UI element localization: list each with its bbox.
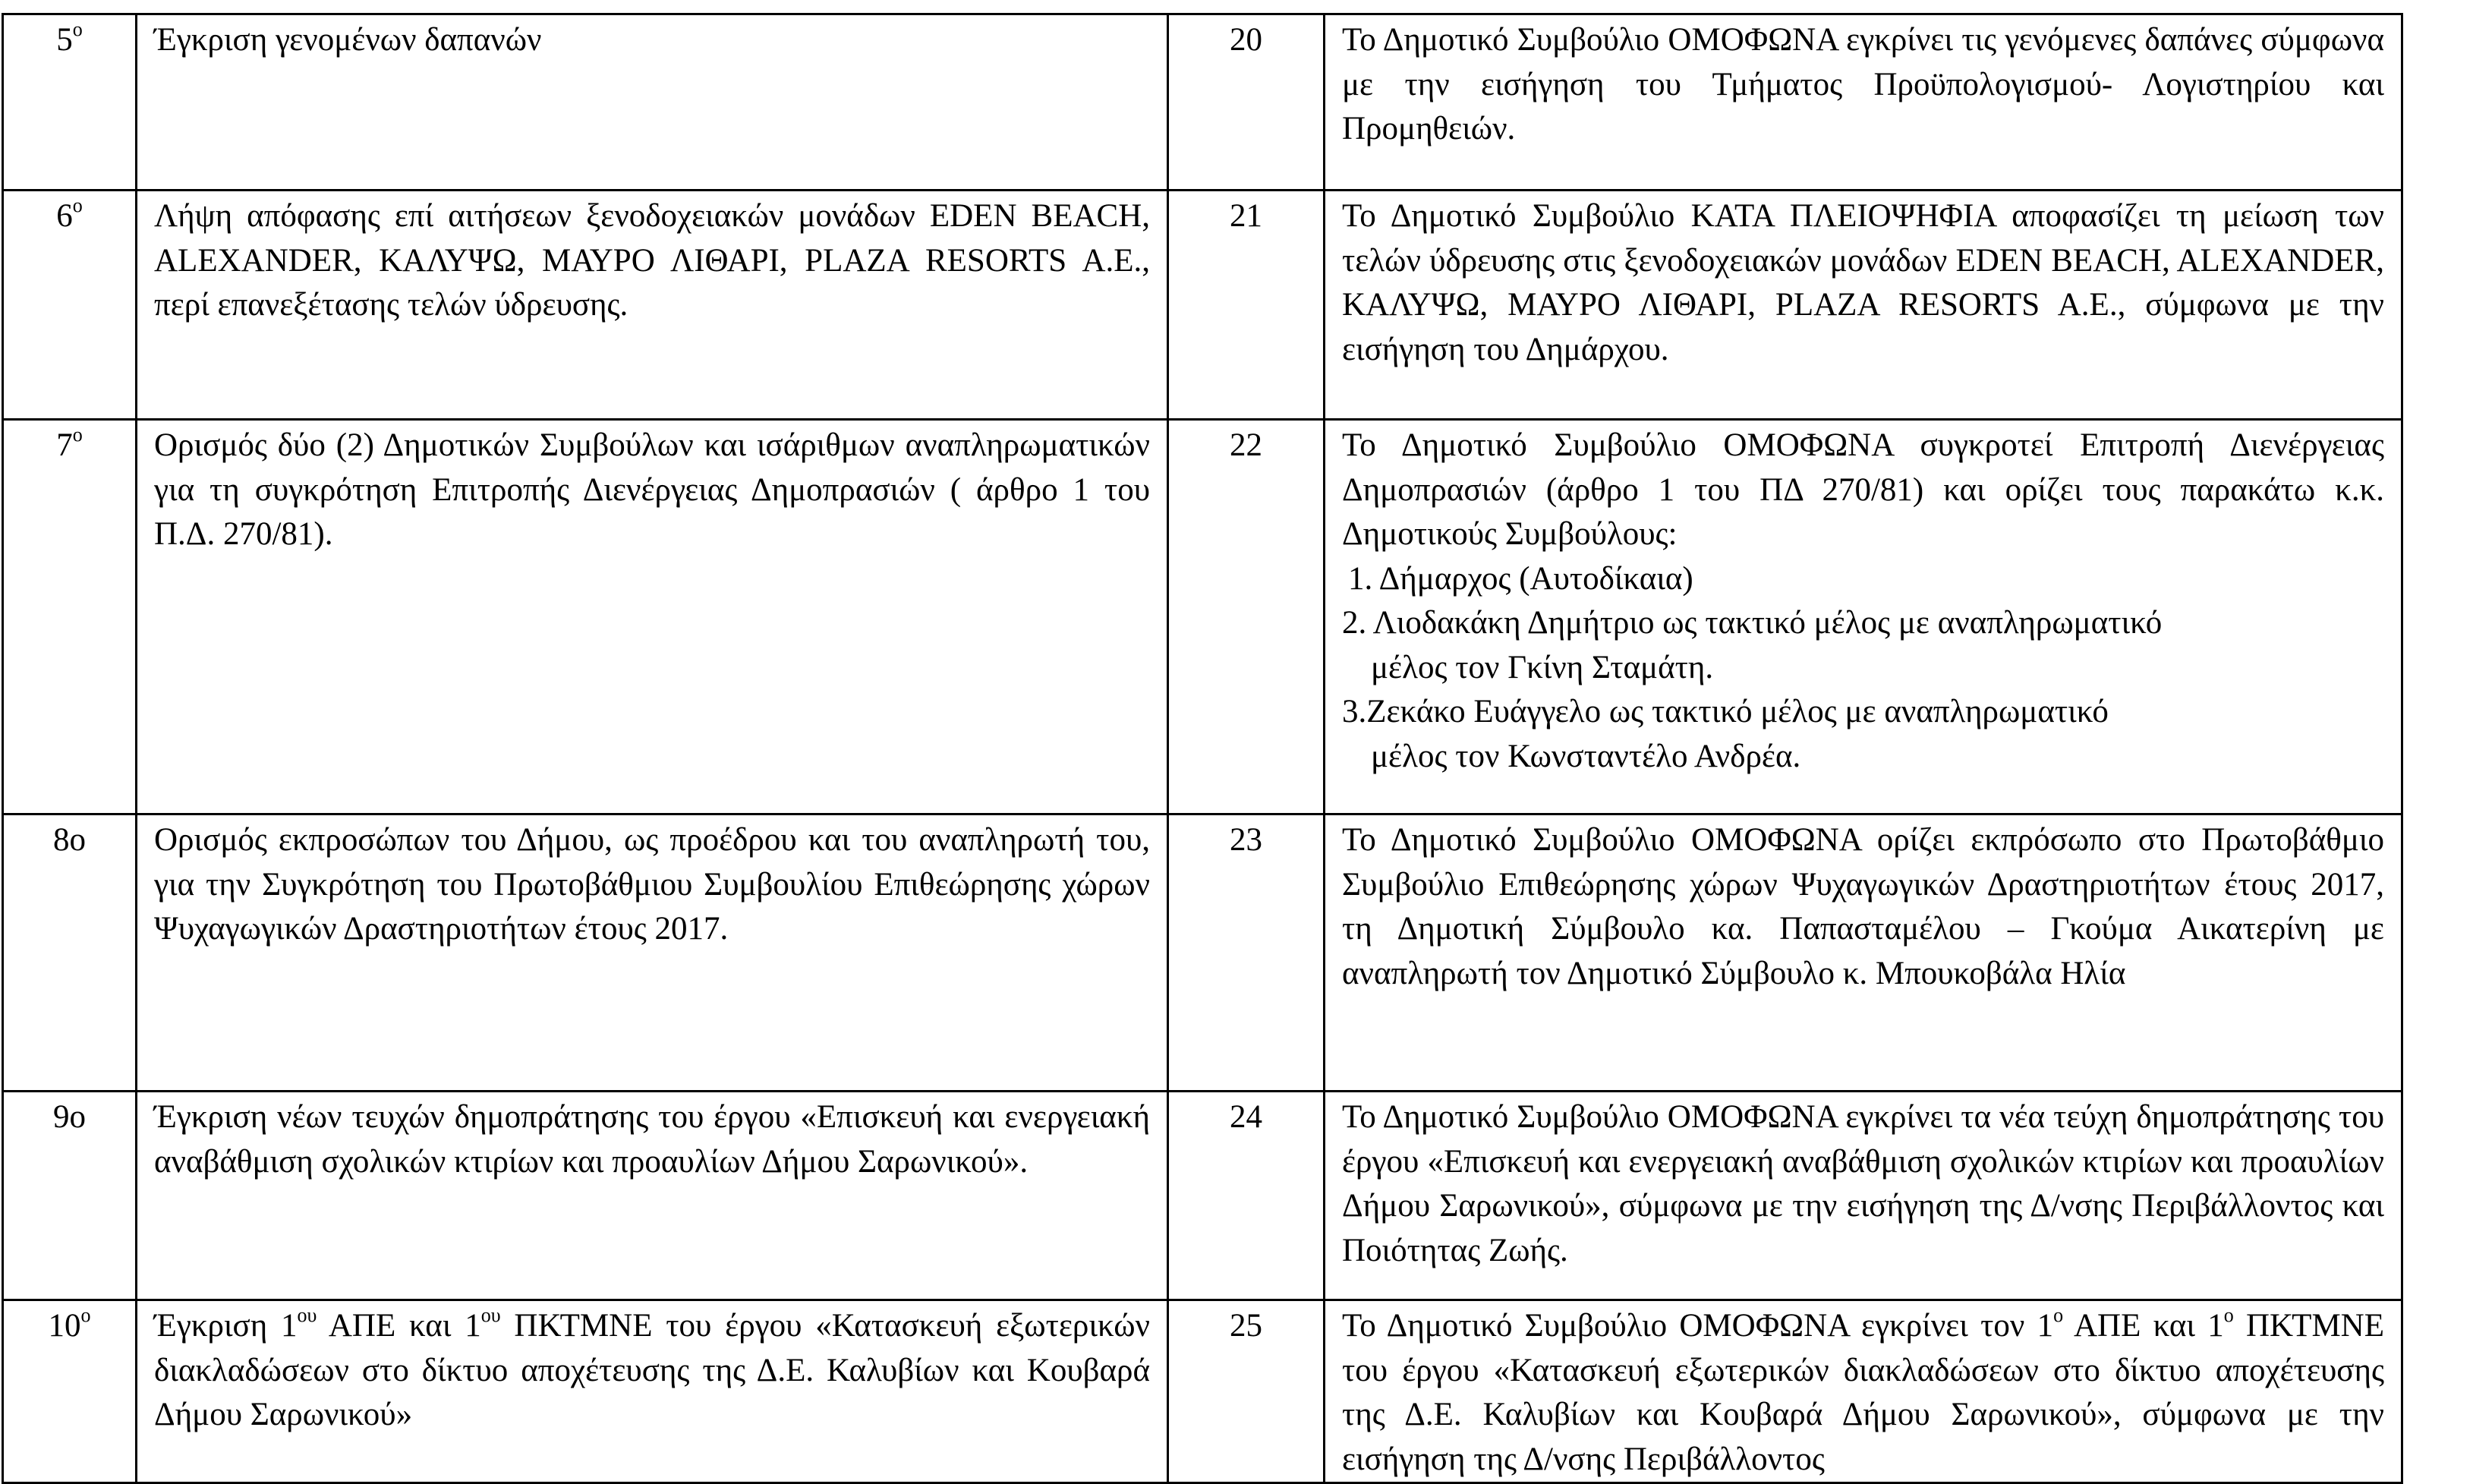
decision-text-part: ΑΠΕ και 1: [2063, 1308, 2224, 1344]
member-list: [1342, 557, 2384, 780]
member-list-item-text: 2. Λιοδακάκη Δημήτριο ως τακτικό μέλος με αναπληρωματικό: [1342, 605, 2163, 641]
subject-text-part: ΑΠΕ και 1: [317, 1308, 481, 1344]
subject-cell: [137, 14, 1168, 191]
decision-cell: [1325, 814, 2402, 1092]
decision-number-cell: [1168, 814, 1325, 1092]
item-number: 9ο: [53, 1099, 86, 1135]
decision-cell: [1325, 1092, 2402, 1300]
table-row: [3, 14, 2402, 191]
decision-text: Το Δημοτικό Συμβούλιο ΟΜΟΦΩΝΑ συγκροτεί Επιτροπή Διενέργειας Δημοπρασιών (άρθρο 1 του ΠΔ 270/81) και ορίζει τους παρακάτω κ.κ. Δημοτικούς Συμβούλους:: [1342, 427, 2384, 552]
member-list-item: [1342, 557, 2384, 602]
item-number: 5: [56, 22, 73, 58]
item-ordinal-suffix: ο: [72, 423, 83, 446]
item-number-cell: [3, 1092, 137, 1300]
decision-number-cell: [1168, 1092, 1325, 1300]
item-ordinal-suffix: ο: [80, 1303, 91, 1326]
member-list-item-text: 3.Ζεκάκο Ευάγγελο ως τακτικό μέλος με αναπληρωματικό: [1342, 694, 2109, 729]
item-number-cell: [3, 191, 137, 420]
decision-text: [1342, 1303, 2384, 1477]
decision-cell: [1325, 191, 2402, 420]
ordinal-superscript: ο: [2053, 1303, 2064, 1326]
member-list-item-text: 1. Δήμαρχος (Αυτοδίκαια): [1348, 560, 1693, 597]
decision-text: Το Δημοτικό Συμβούλιο ΚΑΤΑ ΠΛΕΙΟΨΗΦΙΑ αποφασίζει τη μείωση των τελών ύδρευσης στις ξενοδοχειακών μονάδων EDEN BEACH, ALEXANDER, ΚΑΛΥΨΩ, ΜΑΥΡΟ ΛΙΘΑΡΙ, PLAZA RESORTS A.E., σύμφωνα με την εισήγηση του Δημάρχου.: [1342, 198, 2384, 367]
subject-cell: [137, 1300, 1168, 1483]
decision-text-part: ΠΚΤΜΝΕ του έργου «Κατασκευή εξωτερικών διακλαδώσεων στο δίκτυο αποχέτευσης της Δ.Ε. Καλυβίων και Κουβαρά Δήμου Σαρωνικού», σύμφωνα με την εισήγηση της Δ/νσης Περιβάλλοντος: [1342, 1308, 2384, 1477]
table-row: [3, 814, 2402, 1092]
subject-cell: [137, 191, 1168, 420]
subject-cell: [137, 814, 1168, 1092]
decision-number-cell: [1168, 420, 1325, 814]
council-decisions-table: [2, 13, 2403, 1484]
subject-text: Ορισμός δύο (2) Δημοτικών Συμβούλων και ισάριθμων αναπληρωματικών για τη συγκρότηση Επιτροπής Διενέργειας Δημοπρασιών ( άρθρο 1 του Π.Δ. 270/81).: [154, 427, 1150, 552]
item-number: 6: [56, 198, 73, 234]
subject-text: [154, 1303, 1150, 1432]
decision-text: Το Δημοτικό Συμβούλιο ΟΜΟΦΩΝΑ ορίζει εκπρόσωπο στο Πρωτοβάθμιο Συμβούλιο Επιθεώρησης χώρων Ψυχαγωγικών Δραστηριοτήτων έτους 2017, τη Δημοτική Σύμβουλο κα. Παπασταμέλου – Γκούμα Αικατερίνη με αναπληρωτή τον Δημοτικό Σύμβουλο κ. Μπουκοβάλα Ηλία: [1342, 822, 2384, 991]
subject-cell: [137, 420, 1168, 814]
ordinal-superscript: ου: [480, 1303, 501, 1326]
decision-number: 22: [1230, 427, 1262, 463]
table-row: [3, 1300, 2402, 1483]
subject-cell: [137, 1092, 1168, 1300]
subject-text: Λήψη απόφασης επί αιτήσεων ξενοδοχειακών μονάδων EDEN BEACH, ALEXANDER, ΚΑΛΥΨΩ, ΜΑΥΡΟ ΛΙΘΑΡΙ, PLAZA RESORTS A.E., περί επανεξέτασης τελών ύδρευσης.: [154, 198, 1150, 323]
decision-text: Το Δημοτικό Συμβούλιο ΟΜΟΦΩΝΑ εγκρίνει τα νέα τεύχη δημοπράτησης του έργου «Επισκευή και ενεργειακή αναβάθμιση σχολικών κτιρίων και προαυλίων Δήμου Σαρωνικού», σύμφωνα με την εισήγηση της Δ/νσης Περιβάλλοντος και Ποιότητας Ζωής.: [1342, 1099, 2384, 1268]
member-list-item-continuation: μέλος τον Κωνσταντέλο Ανδρέα.: [1371, 738, 1801, 774]
ordinal-superscript: ο: [2223, 1303, 2234, 1326]
subject-text-part: ΠΚΤΜΝΕ του έργου «Κατασκευή εξωτερικών διακλαδώσεων στο δίκτυο αποχέτευσης της Δ.Ε. Καλυβίων και Κουβαρά Δήμου Σαρωνικού»: [154, 1308, 1150, 1432]
member-list-item: [1342, 601, 2384, 690]
subject-text: Ορισμός εκπροσώπων του Δήμου, ως προέδρου και του αναπληρωτή του, για την Συγκρότηση του Πρωτοβάθμιου Συμβουλίου Επιθεώρησης χώρων Ψυχαγωγικών Δραστηριοτήτων έτους 2017.: [154, 822, 1150, 947]
subject-text-part: Έγκριση 1: [154, 1308, 298, 1344]
subject-text: Έγκριση νέων τευχών δημοπράτησης του έργου «Επισκευή και ενεργειακή αναβάθμιση σχολικών κτιρίων και προαυλίων Δήμου Σαρωνικού».: [154, 1099, 1150, 1180]
table-row: [3, 1092, 2402, 1300]
item-number-cell: [3, 14, 137, 191]
decision-number-cell: [1168, 191, 1325, 420]
decision-cell: [1325, 1300, 2402, 1483]
decision-text: Το Δημοτικό Συμβούλιο ΟΜΟΦΩΝΑ εγκρίνει τις γενόμενες δαπάνες σύμφωνα με την εισήγηση του Τμήματος Προϋπολογισμού- Λογιστηρίου και Προμηθειών.: [1342, 22, 2384, 147]
item-number: 7: [56, 427, 73, 463]
member-list-item: [1342, 690, 2384, 779]
decision-number: 21: [1230, 198, 1262, 234]
subject-text: Έγκριση γενομένων δαπανών: [154, 22, 542, 58]
table-row: [3, 191, 2402, 420]
decision-number: 25: [1230, 1308, 1262, 1344]
item-ordinal-suffix: ο: [72, 17, 83, 40]
table-row: [3, 420, 2402, 814]
item-ordinal-suffix: ο: [72, 194, 83, 216]
ordinal-superscript: ου: [297, 1303, 317, 1326]
decision-number-cell: [1168, 1300, 1325, 1483]
member-list-item-continuation: μέλος τον Γκίνη Σταμάτη.: [1371, 649, 1714, 685]
decision-number-cell: [1168, 14, 1325, 191]
decision-text-part: Το Δημοτικό Συμβούλιο ΟΜΟΦΩΝΑ εγκρίνει τον 1: [1342, 1308, 2054, 1344]
item-number-cell: [3, 420, 137, 814]
decision-cell: [1325, 14, 2402, 191]
item-number: 10: [48, 1308, 81, 1344]
decision-number: 20: [1230, 22, 1262, 58]
item-number: 8ο: [53, 822, 86, 858]
decision-number: 23: [1230, 822, 1262, 858]
decision-number: 24: [1230, 1099, 1262, 1135]
item-number-cell: [3, 814, 137, 1092]
item-number-cell: [3, 1300, 137, 1483]
decision-cell: [1325, 420, 2402, 814]
